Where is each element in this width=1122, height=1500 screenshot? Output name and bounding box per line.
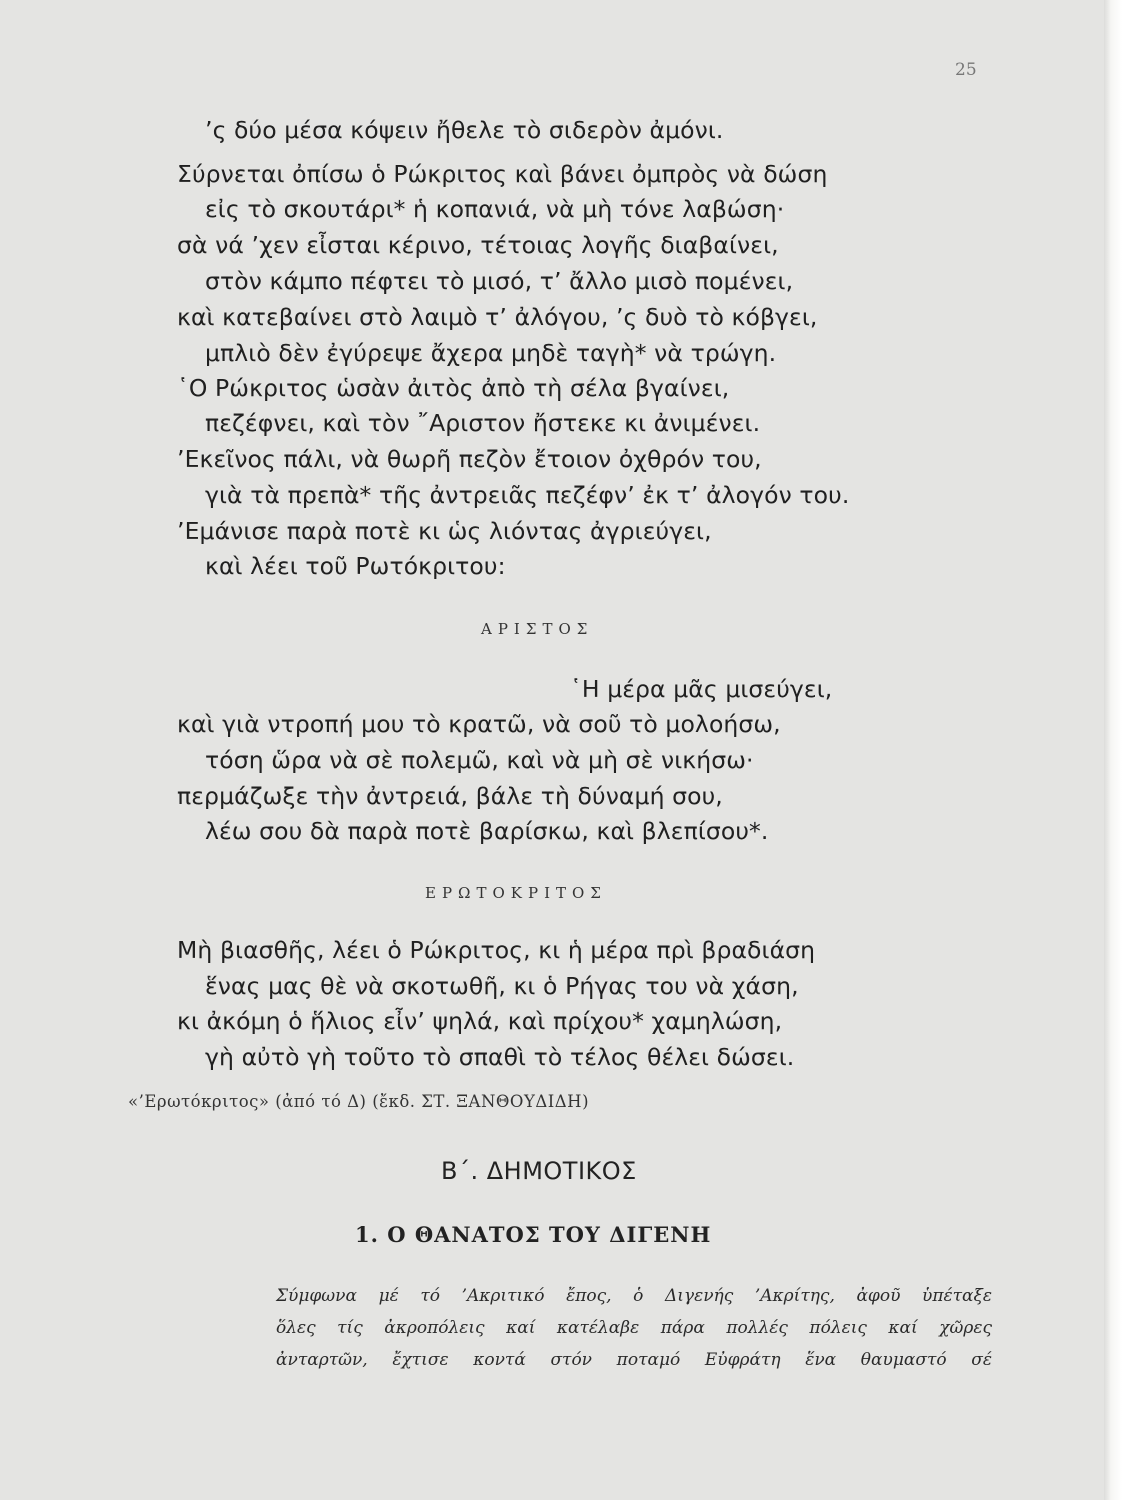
verse-line: γιὰ τὰ πρεπὰ* τῆς ἀντρειᾶς πεζέφν’ ἐκ τ’ ἀλογόν του. [205, 481, 850, 509]
verse-line: στὸν κάμπο πέφτει τὸ μισό, τ’ ἄλλο μισὸ πομένει, [205, 267, 794, 295]
intro-line: Σύμφωνα μέ τό ’Ακριτικό ἔπος, ὁ Διγενής ’Ακρίτης, ἀφοῦ ὑπέταξε [276, 1286, 992, 1306]
page-number: 25 [955, 60, 977, 80]
verse-line: κι ἀκόμη ὁ ἥλιος εἶν’ ψηλά, καὶ πρίχου* χαμηλώση, [177, 1007, 783, 1035]
source-citation: «’Ερωτόκριτος» (ἀπό τό Δ) (ἔκδ. ΣΤ. ΞΑΝΘΟΥΔΙΔΗ) [128, 1092, 590, 1111]
verse-line: τόση ὥρα νὰ σὲ πολεμῶ, καὶ νὰ μὴ σὲ νικήσω· [205, 746, 754, 774]
verse-line: σὰ νά ’χεν εἶσται κέρινο, τέτοιας λογῆς διαβαίνει, [177, 231, 779, 259]
verse-line: μπλιὸ δὲν ἐγύρεψε ἄχερα μηδὲ ταγὴ* νὰ τρώγη. [205, 339, 777, 367]
verse-line: εἰς τὸ σκουτάρι* ἡ κοπανιά, νὰ μὴ τόνε λαβώση· [205, 195, 785, 223]
verse-line: γὴ αὐτὸ γὴ τοῦτο τὸ σπαθὶ τὸ τέλος θέλει δώσει. [205, 1043, 795, 1071]
verse-line: πεζέφνει, καὶ τὸν ῎Αριστον ἤστεκε κι ἀνιμένει. [205, 409, 761, 437]
section-title: Β΄. ΔΗΜΟΤΙΚΟΣ [441, 1157, 637, 1185]
verse-line: Μὴ βιασθῆς, λέει ὁ Ρώκριτος, κι ἡ μέρα πρὶ βραδιάση [177, 936, 816, 964]
intro-line: ἀνταρτῶν, ἔχτισε κοντά στόν ποταμό Εὐφράτη ἕνα θαυμαστό σέ [276, 1350, 992, 1370]
speaker-heading: ΑΡΙΣΤΟΣ [481, 620, 594, 638]
verse-line: καὶ λέει τοῦ Ρωτόκριτου: [205, 552, 506, 580]
verse-line: καὶ κατεβαίνει στὸ λαιμὸ τ’ ἀλόγου, ’ς δυὸ τὸ κόβγει, [177, 303, 818, 331]
subsection-title: 1. Ο ΘΑΝΑΤΟΣ ΤΟΥ ΔΙΓΕΝΗ [355, 1222, 712, 1247]
verse-line: περμάζωξε τὴν ἀντρειά, βάλε τὴ δύναμή σου, [177, 782, 723, 810]
verse-line: ἕνας μας θὲ νὰ σκοτωθῆ, κι ὁ Ρήγας του νὰ χάση, [205, 972, 799, 1000]
intro-line: ὅλες τίς ἀκροπόλεις καί κατέλαβε πάρα πολλές πόλεις καί χῶρες [276, 1318, 992, 1338]
verse-line: λέω σου δὰ παρὰ ποτὲ βαρίσκω, καὶ βλεπίσου*. [205, 817, 769, 845]
verse-line: ῾Η μέρα μᾶς μισεύγει, [570, 675, 833, 703]
verse-line: ’ς δύο μέσα κόψειν ἤθελε τὸ σιδερὸν ἀμόνι. [205, 116, 724, 144]
verse-line: Σύρνεται ὀπίσω ὁ Ρώκριτος καὶ βάνει ὀμπρὸς νὰ δώση [177, 160, 828, 188]
verse-line: ’Εκεῖνος πάλι, νὰ θωρῆ πεζὸν ἔτοιον ὀχθρόν του, [177, 445, 762, 473]
verse-line: ’Εμάνισε παρὰ ποτὲ κι ὡς λιόντας ἀγριεύγει, [177, 517, 712, 545]
book-spine-edge [1104, 0, 1122, 1500]
verse-line: καὶ γιὰ ντροπή μου τὸ κρατῶ, νὰ σοῦ τὸ μολοήσω, [177, 710, 781, 738]
verse-line: ῾Ο Ρώκριτος ὡσὰν ἀιτὸς ἀπὸ τὴ σέλα βγαίνει, [177, 374, 730, 402]
speaker-heading: ΕΡΩΤΟΚΡΙΤΟΣ [425, 884, 607, 902]
